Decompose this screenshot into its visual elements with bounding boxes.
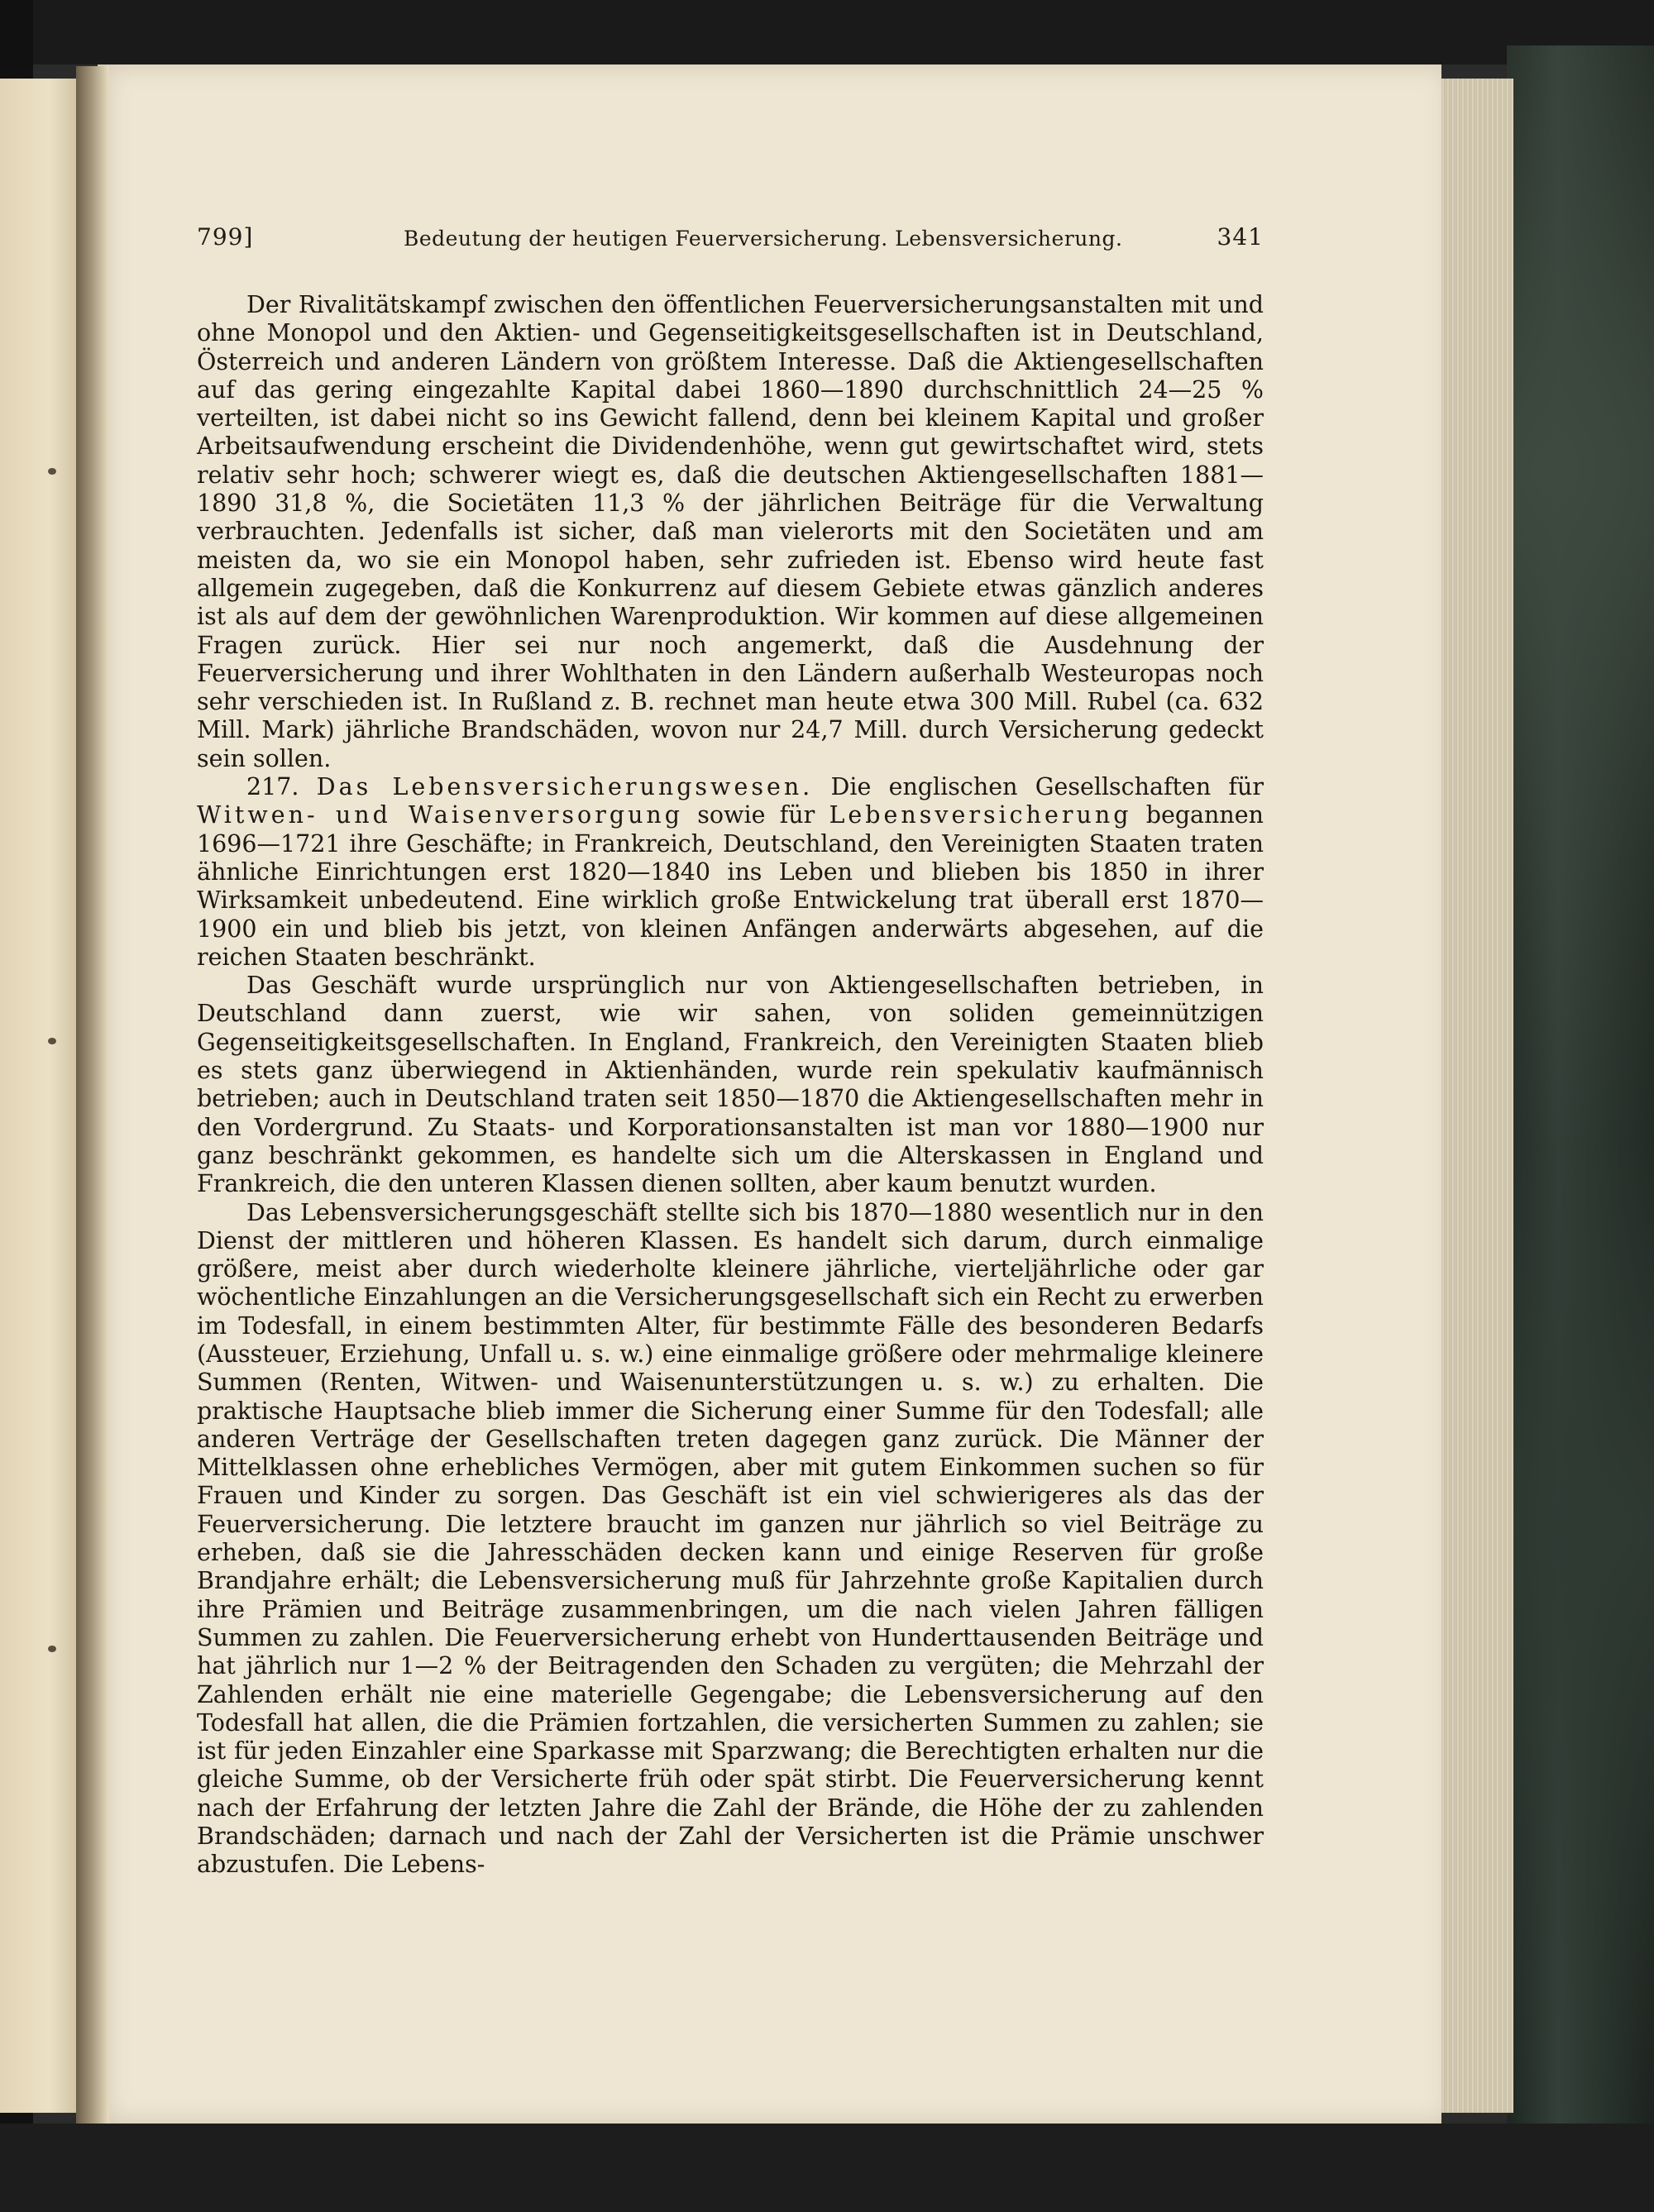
scan-background-bottom bbox=[0, 2124, 1654, 2212]
paragraph: Der Rivalitätskampf zwischen den öffentlichen Feuerversicherungsanstalten mit und ohne Monopol und den Aktien- und Gegenseitigkeitsgesellschaften ist in Deutschland, Österreich und anderen Ländern von größtem Interesse. Daß die Aktiengesellschaften auf das gering eingezahlte Kapital dabei 1860—1890 durchschnittlich 24—25 % verteilten, ist dabei nicht so ins Gewicht fallend, denn bei kleinem Kapital und großer Arbeitsaufwendung erscheint die Dividendenhöhe, wenn gut gewirtschaftet wird, stets relativ sehr hoch; schwerer wiegt es, daß die deutschen Aktiengesellschaften 1881—1890 31,8 %, die Societäten 11,3 % der jährlichen Beiträge für die Verwaltung verbrauchten. Jedenfalls ist sicher, daß man vielerorts mit den Societäten und am meisten da, wo sie ein Monopol haben, sehr zufrieden ist. Ebenso wird heute fast allgemein zugegeben, daß die Konkurrenz auf diesem Gebiete etwas gänzlich anderes ist als auf dem der gewöhnlichen Warenproduktion. Wir kommen auf diese allgemeinen Fragen zurück. Hier sei nur noch angemerkt, daß die Ausdehnung der Feuerversicherung und ihrer Wohlthaten in den Ländern außerhalb Westeuropas noch sehr verschieden ist. In Rußland z. B. rechnet man heute etwa 300 Mill. Rubel (ca. 632 Mill. Mark) jährliche Brandschäden, wovon nur 24,7 Mill. durch Versicherung gedeckt sein sollen. bbox=[197, 291, 1264, 772]
page-edges bbox=[1435, 79, 1513, 2113]
running-head bbox=[197, 223, 1264, 265]
book-cover bbox=[1507, 45, 1654, 2162]
body-text bbox=[197, 291, 1264, 1880]
paragraph: Das Geschäft wurde ursprünglich nur von Aktiengesellschaften betrieben, in Deutschland dann zuerst, wie wir sahen, von soliden gemeinnützigen Gegenseitigkeitsgesellschaften. In England, Frankreich, den Vereinigten Staaten blieb es stets ganz überwiegend in Aktienhänden, wurde rein spekulativ kaufmännisch betrieben; auch in Deutschland traten seit 1850—1870 die Aktiengesellschaften mehr in den Vordergrund. Zu Staats- und Korporationsanstalten ist man vor 1880—1900 nur ganz beschränkt gekommen, es handelte sich um die Alterskassen in England und Frankreich, die den unteren Klassen dienen sollten, aber kaum benutzt wurden. bbox=[197, 972, 1264, 1198]
margin-mark bbox=[48, 1646, 56, 1652]
running-title: Bedeutung der heutigen Feuerversicherung. Lebensversicherung. bbox=[404, 227, 1123, 251]
margin-mark bbox=[48, 1038, 56, 1044]
section-mid: sowie für bbox=[697, 801, 815, 829]
paragraph: Das Lebensversicherungsgeschäft stellte sich bis 1870—1880 wesentlich nur in den Dienst der mittleren und höheren Klassen. Es handelt sich darum, durch einmalige größere, meist aber durch wiederholte kleinere jährliche, vierteljährliche oder gar wöchentliche Einzahlungen an die Versicherungsgesellschaft sich ein Recht zu erwerben im Todesfall, in einem bestimmten Alter, für bestimmte Fälle des besonderen Bedarfs (Aussteuer, Erziehung, Unfall u. s. w.) eine einmalige größere oder mehrmalige kleinere Summen (Renten, Witwen- und Waisenunterstützungen u. s. w.) zu erhalten. Die praktische Hauptsache blieb immer die Sicherung einer Summe für den Todesfall; alle anderen Verträge der Gesellschaften treten dagegen ganz zurück. Die Männer der Mittelklassen ohne erhebliches Vermögen, aber mit gutem Einkommen suchen so für Frauen und Kinder zu sorgen. Das Geschäft ist ein viel schwierigeres als das der Feuerversicherung. Die letztere braucht im ganzen nur jährlich so viel Beiträge zu erheben, daß sie die Jahresschäden decken kann und einige Reserven für große Brandjahre erhält; die Lebensversicherung muß für Jahrzehnte große Kapitalien durch ihre Prämien und Beiträge zusammenbringen, um die nach vielen Jahren fälligen Summen zu zahlen. Die Feuerversicherung erhebt von Hunderttausenden Beiträge und hat jährlich nur 1—2 % der Beitragenden den Schaden zu vergüten; die Mehrzahl der Zahlenden erhält nie eine materielle Gegengabe; die Lebensversicherung auf den Todesfall hat allen, die die Prämien fortzahlen, die versicherten Summen zu zahlen; sie ist für jeden Einzahler eine Sparkasse mit Sparzwang; die Berechtigten erhalten nur die gleiche Summe, ob der Versicherte früh oder spät stirbt. Die Feuerversicherung kennt nach der Erfahrung der letzten Jahre die Zahl der Brände, die Höhe der zu zahlenden Brandschäden; darnach und nach der Zahl der Versicherten ist die Prämie unschwer abzustufen. Die Lebens- bbox=[197, 1198, 1264, 1879]
book-gutter bbox=[76, 66, 109, 2133]
section-paragraph bbox=[197, 773, 1264, 972]
scan-background-top bbox=[0, 0, 1654, 64]
section-heading: Das Lebensversicherungswesen. bbox=[316, 773, 814, 801]
page-number: 341 bbox=[1217, 223, 1264, 251]
left-page-edge bbox=[0, 79, 83, 2113]
section-lead: Die englischen Gesellschaften für bbox=[830, 773, 1264, 801]
margin-mark bbox=[48, 468, 56, 475]
section-number: 799] bbox=[197, 223, 254, 251]
section-number-217: 217. bbox=[246, 773, 299, 801]
spaced-term: Witwen- und Waisenversorgung bbox=[197, 801, 684, 829]
spaced-term: Lebensversicherung bbox=[829, 801, 1132, 829]
section-text: begannen 1696—1721 ihre Geschäfte; in Frankreich, Deutschland, den Vereinigten Staaten traten ähnliche Einrichtungen erst 1820—1840 ins Leben und blieben bis 1850 in ihrer Wirksamkeit unbedeutend. Eine wirklich große Entwickelung trat überall erst 1870—1900 ein und blieb bis jetzt, von kleinen Anfängen anderwärts abgesehen, auf die reichen Staaten beschränkt. bbox=[197, 801, 1264, 971]
